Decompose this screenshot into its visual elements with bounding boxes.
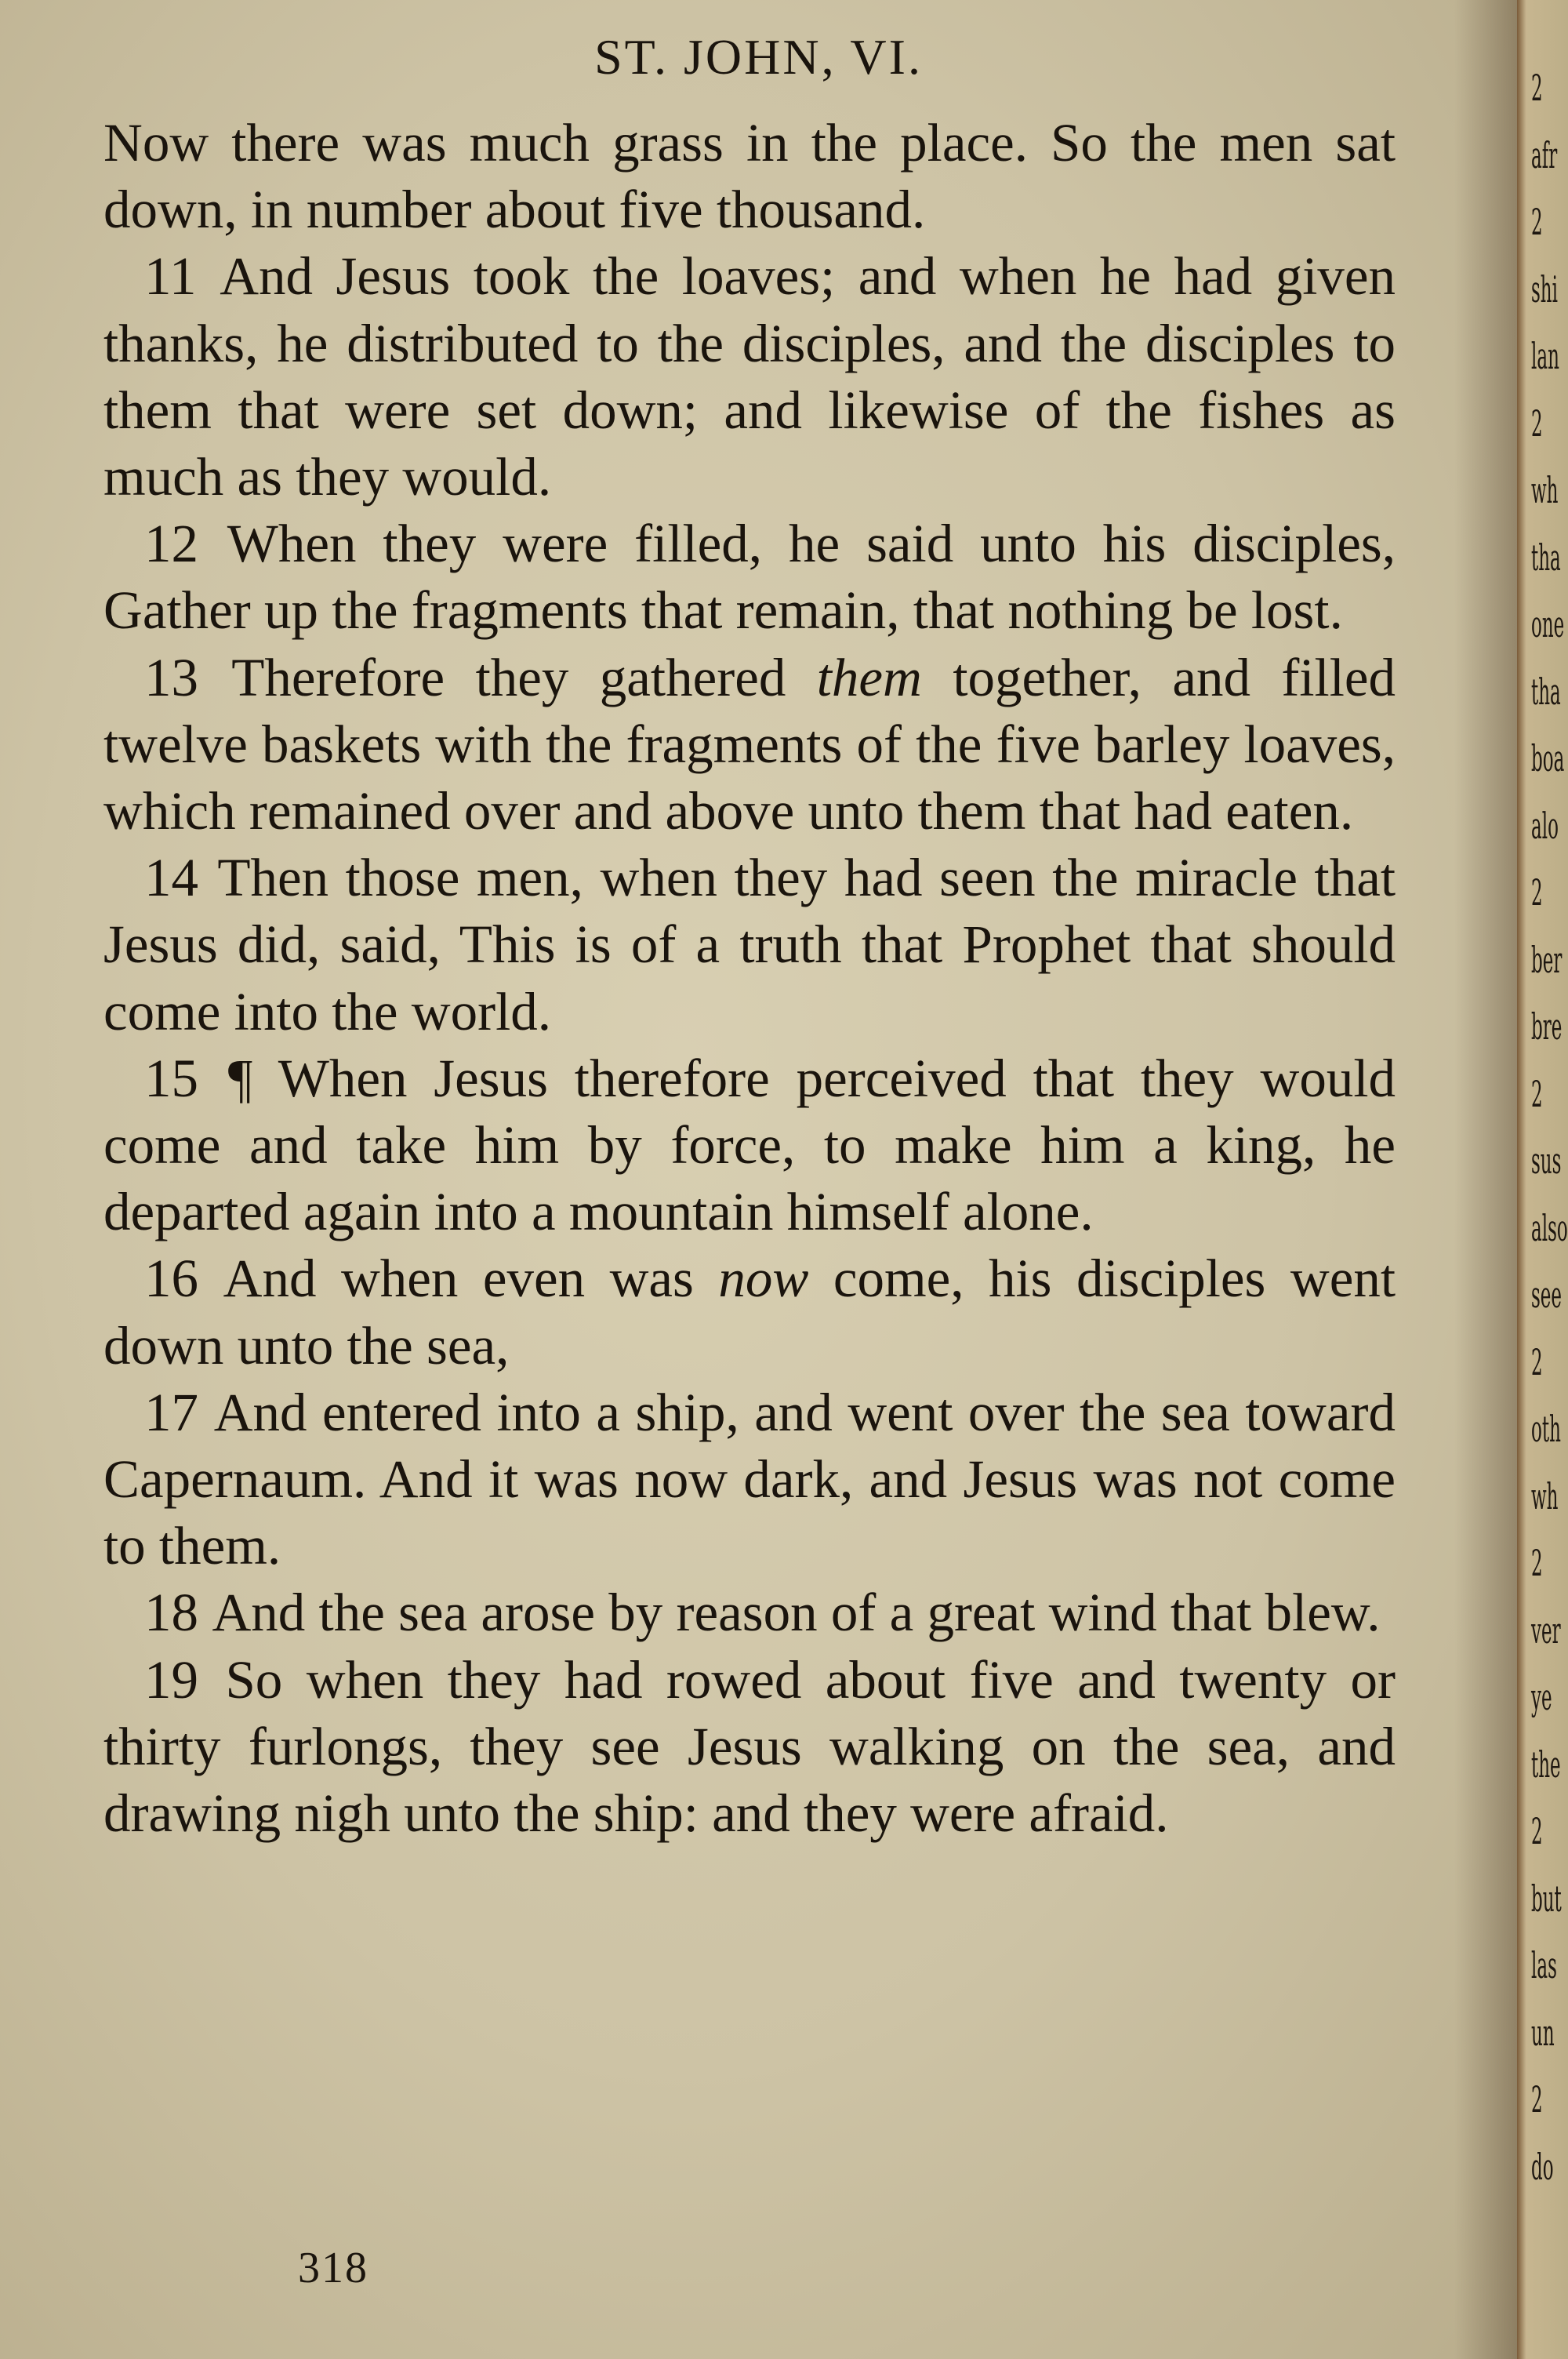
verse-number: 19 xyxy=(144,1649,198,1710)
verse-16 xyxy=(103,1245,1396,1379)
verse-text-continued: come, his disciples went down unto the sea, xyxy=(103,1249,1396,1376)
verse-text: Now there was much grass in the place. So the men sat down, in number about five thousand. xyxy=(103,113,1396,240)
facing-page-fragment: 2 xyxy=(1531,2078,1543,2121)
verse-text: And entered into a ship, and went over the sea toward Capernaum. And it was now dark, and Jesus was not come to them. xyxy=(103,1382,1396,1576)
verse-number: 17 xyxy=(144,1382,198,1442)
verse-number: 16 xyxy=(144,1249,198,1309)
verse-text: Therefore they gathered xyxy=(231,647,817,707)
facing-page-fragment: sus xyxy=(1531,1140,1562,1182)
verse-text: And when even was xyxy=(223,1249,719,1309)
verse-number: 13 xyxy=(144,647,198,707)
facing-page-fragment: boa xyxy=(1531,737,1565,780)
verse-text: So when they had rowed about five and twenty or thirty furlongs, they see Jesus walking on the sea, and drawing nigh unto the ship: and they were afraid. xyxy=(103,1649,1396,1844)
facing-page-fragment: do xyxy=(1531,2145,1554,2188)
verse-18 xyxy=(103,1579,1396,1646)
facing-page-fragment: oth xyxy=(1531,1408,1561,1450)
page-number: 318 xyxy=(298,2244,368,2292)
facing-page-fragment: un xyxy=(1531,2011,1555,2054)
verse-14 xyxy=(103,845,1396,1045)
verse-number: 18 xyxy=(144,1583,198,1643)
verse-text: ¶ When Jesus therefore perceived that they would come and take him by force, to make him a king, he departed again into a mountain himself alone. xyxy=(103,1048,1396,1242)
page-gutter-shadow xyxy=(1454,0,1517,2359)
verse-19 xyxy=(103,1647,1396,1848)
facing-page-fragment: also xyxy=(1531,1206,1568,1249)
verse-number: 11 xyxy=(144,246,197,307)
facing-page-fragment: las xyxy=(1531,1944,1557,1986)
verse-text: And Jesus took the loaves; and when he had given thanks, he distributed to the disciples, and the disciples to them that were set down; and likewise of the fishes as much as they would. xyxy=(103,246,1396,507)
facing-page-fragment: wh xyxy=(1531,469,1559,511)
facing-page-fragment: alo xyxy=(1531,804,1559,847)
facing-page-fragment: 2 xyxy=(1531,1340,1543,1383)
verse-10-continuation xyxy=(103,110,1396,243)
facing-page-fragment: ber xyxy=(1531,938,1563,981)
facing-page-fragment: bre xyxy=(1531,1005,1563,1048)
verse-text: And the sea arose by reason of a great wind that blew. xyxy=(212,1583,1381,1643)
verse-15 xyxy=(103,1045,1396,1246)
facing-page-fragment: but xyxy=(1531,1877,1562,1920)
facing-page-fragment: lan xyxy=(1531,335,1559,377)
facing-page-fragment: wh xyxy=(1531,1474,1559,1518)
verse-12 xyxy=(103,511,1396,644)
facing-page-fragment: 2 xyxy=(1531,402,1543,445)
verse-13 xyxy=(103,645,1396,845)
verse-italic-word: now xyxy=(718,1249,809,1309)
facing-page-fragment: 2 xyxy=(1531,871,1543,914)
verse-text: Then those men, when they had seen the miracle that Jesus did, said, This is of a truth that Prophet that should come into the world. xyxy=(103,848,1396,1041)
facing-page-fragment: 2 xyxy=(1531,67,1543,109)
facing-page-fragment: 2 xyxy=(1531,201,1543,243)
facing-page-fragment: ver xyxy=(1531,1608,1561,1652)
verse-text-continued: together, and filled twelve baskets with the fragments of the five barley loaves, which remained over and above unto them that had eaten. xyxy=(103,647,1396,841)
facing-page-fragment: 2 xyxy=(1531,1072,1543,1115)
facing-page-fragment: 2 xyxy=(1531,1542,1543,1584)
facing-page-fragment: tha xyxy=(1531,536,1561,579)
facing-page-fragments xyxy=(1531,55,1568,2201)
facing-page-fragment: ye xyxy=(1531,1676,1552,1718)
verse-number: 12 xyxy=(144,514,198,574)
facing-page-fragment: afr xyxy=(1531,133,1558,176)
verse-italic-word: them xyxy=(816,647,922,707)
facing-page-edge xyxy=(1517,0,1568,2359)
facing-page-fragment: shi xyxy=(1531,267,1558,311)
facing-page-fragment: see xyxy=(1531,1274,1563,1316)
running-head: ST. JOHN, VI. xyxy=(594,29,923,85)
verse-number: 15 xyxy=(144,1048,198,1108)
verse-17 xyxy=(103,1379,1396,1580)
facing-page-fragment: 2 xyxy=(1531,1810,1543,1852)
facing-page-fragment: the xyxy=(1531,1743,1561,1786)
verse-11 xyxy=(103,243,1396,511)
facing-page-fragment: one xyxy=(1531,603,1565,645)
facing-page-fragment: tha xyxy=(1531,670,1561,713)
verse-text: When they were filled, he said unto his disciples, Gather up the fragments that remain, that nothing be lost. xyxy=(103,514,1396,641)
scripture-text xyxy=(103,110,1396,1847)
verse-number: 14 xyxy=(144,848,198,908)
